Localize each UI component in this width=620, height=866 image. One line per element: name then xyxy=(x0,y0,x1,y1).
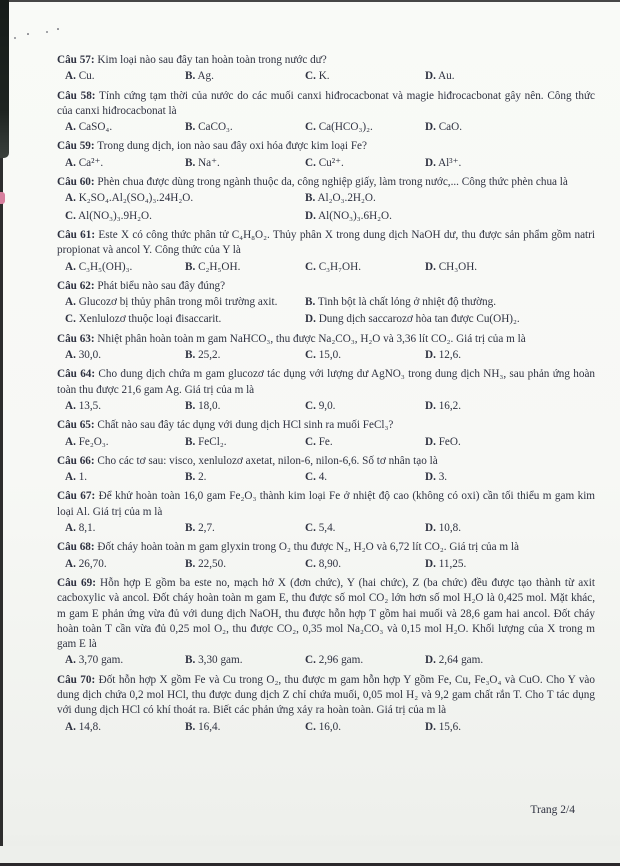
scan-speckle xyxy=(57,28,59,30)
question-69 xyxy=(57,576,595,669)
option-label: D. xyxy=(425,435,436,448)
option-text: FeCl₂. xyxy=(198,435,227,448)
question-body: Este X có công thức phân tử C₄H₈O₂. Thủy phân X trong dung dịch NaOH dư, thu được sản phẩm gồm natri propionat và ancol Y. Công thức của Y là xyxy=(57,228,596,257)
question-text xyxy=(57,454,595,469)
question-text xyxy=(57,89,595,120)
options-row xyxy=(57,720,595,735)
question-70 xyxy=(57,673,595,735)
option-text: 3,30 gam. xyxy=(198,654,243,667)
answer-option xyxy=(305,348,425,363)
answer-option xyxy=(305,720,425,735)
options-row xyxy=(57,399,595,414)
question-number: Câu 59: xyxy=(57,140,95,153)
question-body: Phát biểu nào sau đây đúng? xyxy=(94,279,226,292)
option-text: 16,2. xyxy=(438,399,462,412)
question-number: Câu 69: xyxy=(57,576,96,589)
option-label: D. xyxy=(425,522,436,535)
answer-option xyxy=(65,348,185,363)
question-60 xyxy=(57,175,595,224)
option-label: C. xyxy=(305,121,316,134)
question-number: Câu 70: xyxy=(57,673,96,686)
option-label: B. xyxy=(305,296,316,309)
option-text: 11,25. xyxy=(438,557,467,570)
page-number: Trang 2/4 xyxy=(530,804,575,816)
option-label: B. xyxy=(185,156,196,169)
option-label: D. xyxy=(425,260,436,273)
option-label: B. xyxy=(305,192,316,205)
question-body: Trong dung dịch, ion nào sau đây oxi hóa được kim loại Fe? xyxy=(94,140,367,153)
answer-option xyxy=(65,435,185,450)
option-label: B. xyxy=(185,399,196,412)
option-label: B. xyxy=(185,435,196,448)
answer-option xyxy=(305,209,595,224)
option-text: Ca²⁺. xyxy=(78,156,104,169)
option-text: 15,6. xyxy=(438,720,462,733)
answer-option xyxy=(425,260,595,275)
options-row xyxy=(57,470,595,485)
question-body: Nhiệt phân hoàn toàn m gam NaHCO₃, thu được Na₂CO₃, H₂O và 3,36 lít CO₂. Giá trị của m là xyxy=(94,332,526,345)
option-text: Al₂O₃.2H₂O. xyxy=(317,192,376,205)
option-text: 12,6. xyxy=(438,349,462,362)
option-label: D. xyxy=(425,720,436,733)
answer-option xyxy=(425,120,595,135)
option-text: 2,7. xyxy=(198,522,215,535)
option-text: 25,2. xyxy=(198,349,221,362)
option-text: 2,64 gam. xyxy=(438,654,484,667)
option-text: 22,50. xyxy=(198,557,227,570)
option-text: Al(NO₃)₃.9H₂O. xyxy=(78,209,152,222)
options-row xyxy=(57,348,595,363)
scan-pink-mark xyxy=(0,192,5,204)
answer-option xyxy=(65,557,185,572)
answer-option xyxy=(65,312,305,327)
option-text: K₂SO₄.Al₂(SO₄)₃.24H₂O. xyxy=(78,192,194,205)
question-number: Câu 57: xyxy=(57,54,95,66)
option-label: D. xyxy=(425,399,436,412)
answer-option xyxy=(185,156,305,171)
answer-option xyxy=(305,120,425,135)
option-text: Xenlulozơ thuộc loại đisaccarit. xyxy=(78,313,222,326)
option-label: B. xyxy=(185,121,196,134)
answer-option xyxy=(185,260,305,275)
option-label: D. xyxy=(425,557,436,570)
answer-option xyxy=(185,720,305,735)
question-body: Để khử hoàn toàn 16,0 gam Fe₂O₃ thành kim loại Fe ở nhiệt độ cao (không có oxi) cần tối thiểu m gam kim loại Al. Giá trị của m là xyxy=(57,490,596,518)
option-text: C₃H₅(OH)₃. xyxy=(78,260,133,273)
question-text xyxy=(57,418,595,433)
answer-option xyxy=(185,557,305,572)
option-label: A. xyxy=(65,260,76,273)
option-label: B. xyxy=(185,720,196,733)
options-row xyxy=(57,435,595,450)
question-text xyxy=(57,540,595,555)
answer-option xyxy=(65,191,305,206)
scan-speckle xyxy=(46,31,48,33)
option-label: B. xyxy=(185,654,196,667)
answer-option xyxy=(305,399,425,414)
question-number: Câu 67: xyxy=(57,490,96,503)
answer-option xyxy=(305,295,595,310)
option-label: A. xyxy=(65,522,76,535)
options-row xyxy=(57,653,595,668)
options-row xyxy=(57,120,595,135)
answer-option xyxy=(185,521,305,536)
question-body: Kim loại nào sau đây tan hoàn toàn trong nước dư? xyxy=(94,54,327,66)
answer-option xyxy=(65,120,185,135)
question-number: Câu 65: xyxy=(57,419,95,432)
question-number: Câu 63: xyxy=(57,332,95,345)
option-text: 8,1. xyxy=(78,522,96,535)
option-label: A. xyxy=(65,70,76,83)
answer-option xyxy=(65,399,185,414)
answer-option xyxy=(65,295,305,310)
answer-option xyxy=(305,470,425,485)
option-text: 30,0. xyxy=(78,349,102,362)
options-row xyxy=(57,521,595,536)
question-text xyxy=(57,139,595,154)
options-row xyxy=(57,260,595,275)
options-row xyxy=(57,191,595,224)
answer-option xyxy=(185,69,305,84)
answer-option xyxy=(425,521,595,536)
answer-option xyxy=(185,348,305,363)
option-label: A. xyxy=(65,156,76,169)
answer-option xyxy=(305,312,595,327)
option-label: C. xyxy=(305,260,316,273)
option-text: 2,96 gam. xyxy=(318,654,364,667)
option-text: Fe. xyxy=(318,435,333,448)
option-label: B. xyxy=(185,522,196,535)
question-body: Đốt hỗn hợp X gồm Fe và Cu trong O₂, thu được m gam hỗn hợp Y gồm Fe, Cu, Fe₃O₄ và CuO. Cho Y vào dung dịch chứa 0,2 mol HCl, thu được dung dịch Z chỉ chứa muối, 0,05 mol H₂ và 9,2 gam chất rắn T. Cho T tác dụng với dung dịch HCl có khí thoát ra. Biết các phản ứng xảy ra hoàn toàn. Giá trị của m là xyxy=(57,673,595,717)
option-label: D. xyxy=(305,209,316,222)
answer-option xyxy=(425,348,595,363)
option-text: Al³⁺. xyxy=(438,156,462,169)
options-row xyxy=(57,295,595,328)
answer-option xyxy=(305,260,425,275)
question-text xyxy=(57,489,595,520)
option-text: 9,0. xyxy=(318,399,336,412)
option-text: 18,0. xyxy=(198,399,221,412)
question-text xyxy=(57,228,595,259)
option-text: Au. xyxy=(438,70,455,83)
answer-option xyxy=(425,653,595,668)
answer-option xyxy=(65,209,305,224)
question-text xyxy=(57,332,595,347)
option-label: D. xyxy=(425,156,436,169)
option-label: C. xyxy=(305,435,316,448)
option-label: C. xyxy=(65,313,76,326)
answer-option xyxy=(185,653,305,668)
scan-edge-left-shadow xyxy=(0,0,9,158)
option-label: C. xyxy=(305,557,316,570)
answer-option xyxy=(185,435,305,450)
question-63 xyxy=(57,332,595,364)
option-text: 16,0. xyxy=(318,720,342,733)
option-label: C. xyxy=(305,471,316,484)
option-text: CH₃OH. xyxy=(438,260,478,273)
answer-option xyxy=(425,156,595,171)
question-text xyxy=(57,175,595,190)
question-text xyxy=(57,53,595,68)
option-text: K. xyxy=(318,70,330,83)
option-text: Glucozơ bị thủy phân trong môi trường axit. xyxy=(78,296,278,309)
answer-option xyxy=(65,521,185,536)
answer-option xyxy=(185,399,305,414)
option-label: A. xyxy=(65,399,76,412)
option-label: A. xyxy=(65,296,76,309)
option-text: 13,5. xyxy=(78,399,102,412)
answer-option xyxy=(185,470,305,485)
answer-option xyxy=(305,653,425,668)
option-text: Ca(HCO₃)₂. xyxy=(318,121,373,134)
answer-option xyxy=(425,69,595,84)
option-label: D. xyxy=(425,654,436,667)
question-67 xyxy=(57,489,595,536)
question-text xyxy=(57,279,595,294)
question-68 xyxy=(57,540,595,572)
scan-speckle xyxy=(27,33,29,35)
question-body: Chất nào sau đây tác dụng với dung dịch HCl sinh ra muối FeCl₃? xyxy=(94,419,394,432)
option-label: D. xyxy=(425,349,436,362)
question-body: Cho dung dịch chứa m gam glucozơ tác dụng với lượng dư AgNO₃ trong dung dịch NH₃, sau phản ứng hoàn toàn thu được 21,6 gam Ag. Giá trị của m là xyxy=(57,368,596,396)
question-body: Phèn chua được dùng trong ngành thuộc da, công nghiệp giấy, làm trong nước,... Công thức phèn chua là xyxy=(94,176,568,189)
option-label: B. xyxy=(185,70,196,83)
answer-option xyxy=(65,156,185,171)
option-label: C. xyxy=(305,156,316,169)
answer-option xyxy=(305,191,595,206)
question-number: Câu 60: xyxy=(57,176,95,189)
question-62 xyxy=(57,279,595,328)
option-label: C. xyxy=(305,349,316,362)
answer-option xyxy=(185,120,305,135)
scan-edge-top xyxy=(0,0,620,2)
option-text: 14,8. xyxy=(78,720,102,733)
option-text: 26,70. xyxy=(78,557,107,570)
option-label: B. xyxy=(185,260,196,273)
answer-option xyxy=(425,720,595,735)
option-label: A. xyxy=(65,720,76,733)
question-59 xyxy=(57,139,595,171)
answer-option xyxy=(425,470,595,485)
option-label: C. xyxy=(305,720,316,733)
question-58 xyxy=(57,89,595,136)
option-label: A. xyxy=(65,557,76,570)
option-label: C. xyxy=(305,399,316,412)
option-label: D. xyxy=(425,471,436,484)
question-65 xyxy=(57,418,595,450)
option-text: Ag. xyxy=(197,70,214,83)
answer-option xyxy=(305,521,425,536)
option-label: D. xyxy=(425,121,436,134)
question-61 xyxy=(57,228,595,275)
option-label: C. xyxy=(305,654,316,667)
option-label: D. xyxy=(305,313,316,326)
answer-option xyxy=(305,69,425,84)
option-text: CaSO₄. xyxy=(78,121,113,134)
option-text: 3. xyxy=(438,471,448,484)
answer-option xyxy=(425,557,595,572)
option-text: Tinh bột là chất lỏng ở nhiệt độ thường. xyxy=(317,296,497,309)
option-text: 10,8. xyxy=(438,522,462,535)
question-body: Hỗn hợp E gồm ba este no, mạch hở X (đơn chức), Y (hai chức), Z (ba chức) đều được tạo thành từ axit cacboxylic và ancol. Đốt cháy hoàn toàn m gam E, thu được số mol CO₂ lớn hơn số mol H₂O là 0,425 mol. Mặt khác, m gam E phản ứng vừa đủ với dung dịch NaOH, thu được hỗn hợp T gồm hai muối và 28,6 gam hai ancol. Đốt cháy hoàn toàn T cần vừa đủ 0,25 mol O₂, thu được CO₂, 0,35 mol Na₂CO₃ và 0,15 mol H₂O. Khối lượng của X trong m gam E là xyxy=(57,576,595,651)
option-text: 16,4. xyxy=(198,720,221,733)
options-row xyxy=(57,557,595,572)
question-number: Câu 61: xyxy=(57,228,96,241)
question-number: Câu 62: xyxy=(57,279,95,292)
question-body: Tính cứng tạm thời của nước do các muối canxi hiđrocacbonat và magie hiđrocacbonat gây nên. Công thức của canxi hiđrocacbonat là xyxy=(57,89,595,117)
option-label: D. xyxy=(425,70,436,83)
question-number: Câu 58: xyxy=(57,89,96,102)
option-text: Al(NO₃)₃.6H₂O. xyxy=(318,209,392,222)
question-number: Câu 64: xyxy=(57,368,96,381)
option-text: Dung dịch saccarozơ hòa tan được Cu(OH)₂. xyxy=(318,313,520,326)
question-text xyxy=(57,576,595,652)
option-text: 2. xyxy=(198,471,207,484)
option-text: C₃H₇OH. xyxy=(318,260,361,273)
exam-content xyxy=(57,53,595,739)
option-label: B. xyxy=(185,471,196,484)
option-text: Cu. xyxy=(78,70,95,83)
scan-band-bottom xyxy=(0,846,620,863)
scan-speckle xyxy=(14,37,16,39)
option-label: C. xyxy=(305,70,316,83)
answer-option xyxy=(65,470,185,485)
question-64 xyxy=(57,367,595,414)
question-66 xyxy=(57,454,595,486)
option-label: A. xyxy=(65,349,76,362)
option-text: 3,70 gam. xyxy=(78,654,124,667)
answer-option xyxy=(65,69,185,84)
answer-option xyxy=(65,720,185,735)
option-text: 4. xyxy=(318,471,328,484)
option-text: CaCO₃. xyxy=(198,121,233,134)
option-label: C. xyxy=(305,522,316,535)
option-label: A. xyxy=(65,654,76,667)
answer-option xyxy=(305,557,425,572)
options-row xyxy=(57,156,595,171)
option-label: C. xyxy=(65,209,76,222)
option-text: FeO. xyxy=(438,435,461,448)
question-57 xyxy=(57,53,595,85)
question-body: Cho các tơ sau: visco, xenlulozơ axetat, nilon-6, nilon-6,6. Số tơ nhân tạo là xyxy=(94,454,438,467)
option-text: 5,4. xyxy=(318,522,336,535)
answer-option xyxy=(305,435,425,450)
question-text xyxy=(57,673,595,719)
option-label: A. xyxy=(65,471,76,484)
option-text: 1. xyxy=(78,471,88,484)
option-text: C₂H₅OH. xyxy=(198,260,241,273)
option-text: Fe₂O₃. xyxy=(78,435,109,448)
answer-option xyxy=(65,653,185,668)
option-label: A. xyxy=(65,435,76,448)
option-text: Cu²⁺. xyxy=(318,156,344,169)
option-label: B. xyxy=(185,349,196,362)
option-label: A. xyxy=(65,192,76,205)
option-label: A. xyxy=(65,121,76,134)
answer-option xyxy=(425,435,595,450)
options-row xyxy=(57,69,595,84)
option-text: CaO. xyxy=(438,121,462,134)
option-label: B. xyxy=(185,557,196,570)
option-text: Na⁺. xyxy=(198,156,220,169)
option-text: 8,90. xyxy=(318,557,342,570)
answer-option xyxy=(65,260,185,275)
option-text: 15,0. xyxy=(318,349,342,362)
answer-option xyxy=(305,156,425,171)
question-text xyxy=(57,367,595,398)
question-number: Câu 66: xyxy=(57,454,95,467)
question-body: Đốt cháy hoàn toàn m gam glyxin trong O₂ thu được N₂, H₂O và 6,72 lít CO₂. Giá trị của m là xyxy=(94,541,519,554)
answer-option xyxy=(425,399,595,414)
question-number: Câu 68: xyxy=(57,541,95,554)
